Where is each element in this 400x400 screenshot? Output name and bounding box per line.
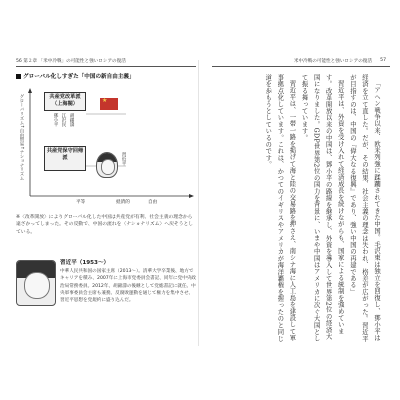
- china-flag-icon: [100, 98, 118, 110]
- body-text: [206, 74, 382, 342]
- running-header-right: 米中冷戦の可能性と強いロシアの復活: [293, 59, 372, 64]
- right-page: [204, 52, 394, 348]
- conservative-faction-box: 共産党保守回帰派: [44, 146, 86, 171]
- section-title: [16, 72, 196, 80]
- x-label-economic: 経済的: [116, 200, 130, 205]
- paragraph: 習近平は、外資を受け入れて経済成長を続けながらも、国家による統制を強めています。改革開放以来の中国は、鄧小平の路線を継承し、外資を導入して世界第2位の経済大国になりました。GDP世界第2位の国力を背景に、いまや中国はアメリカに次ぐ大国として振る舞っています。: [300, 74, 344, 342]
- person-deng: 鄧小平: [53, 113, 58, 127]
- bio-box: [16, 258, 196, 328]
- person-xi: 習近平: [121, 152, 126, 166]
- header-rule-right: [212, 66, 390, 67]
- section-mark-icon: [16, 74, 21, 79]
- page-number: 57: [380, 58, 386, 63]
- book-spread: [0, 52, 400, 348]
- ideology-diagram: [16, 86, 196, 208]
- running-header: 56 第２章 「米中冷戦」の可能性と強いロシアの復活: [16, 59, 126, 64]
- section-title-text: グローバル化しすぎた「中国の新自由主義」: [23, 74, 135, 80]
- reform-faction-box: 共産党改革派（上海閥）: [44, 92, 86, 111]
- xi-portrait-icon: [96, 152, 118, 178]
- left-page: [6, 52, 196, 348]
- bio-name: 習近平（1953～）: [60, 260, 110, 266]
- diagram-caption: ※〈改革開放〉によりグローバル化した中国は共産党が有利、社会主義の理念から遠ざかってしまった。その反動で、中国の流れを〈ナショナリズム〉へ戻そうとしている。: [16, 215, 194, 235]
- paragraph: 「アヘン戦争以来、欧米列強に蹂躙されてきた中国。毛沢東は独立を回復し、鄧小平は経済を立て直した。だが、その結果、社会主義の理念は失われ、格差が広がった。習近平が目指すのは、中国の『偉大なる復興』であり、強い中国の再建である」: [348, 74, 380, 342]
- gutter: [198, 60, 199, 346]
- paragraph: 習近平は、一帯一路を掲げて海と陸の交易路を押さえ、南シナ海に人工島を建設して軍事拠点化しています。これは、かつてのイギリスやアメリカが海洋覇権を握ったのと同じ道を歩もうとしているのです。: [264, 74, 296, 342]
- bio-text: 中華人民共和国の国家主席（2013～）。清華大学卒業後、地方でキャリアを積み、2007年に上海市党委員会書記、同年に党中央政治局常務委員。2012年、胡錦濤の後継として党総書記に就任。中央軍事委員会主席も兼務。反腐敗運動を通じて権力を集中させ、習近平思想を党規約に盛り込んだ。: [60, 269, 197, 304]
- person-hu: 胡錦濤: [69, 113, 74, 127]
- xi-bio-portrait-icon: [16, 260, 56, 306]
- x-label-equality: 平等: [76, 200, 86, 205]
- x-label-freedom: 自由: [148, 200, 158, 205]
- person-jiang: 江沢民: [61, 113, 66, 127]
- y-axis-label: グローバリズム↑自由貿易↑ナショナリズム: [19, 94, 24, 181]
- header-rule: [16, 66, 196, 67]
